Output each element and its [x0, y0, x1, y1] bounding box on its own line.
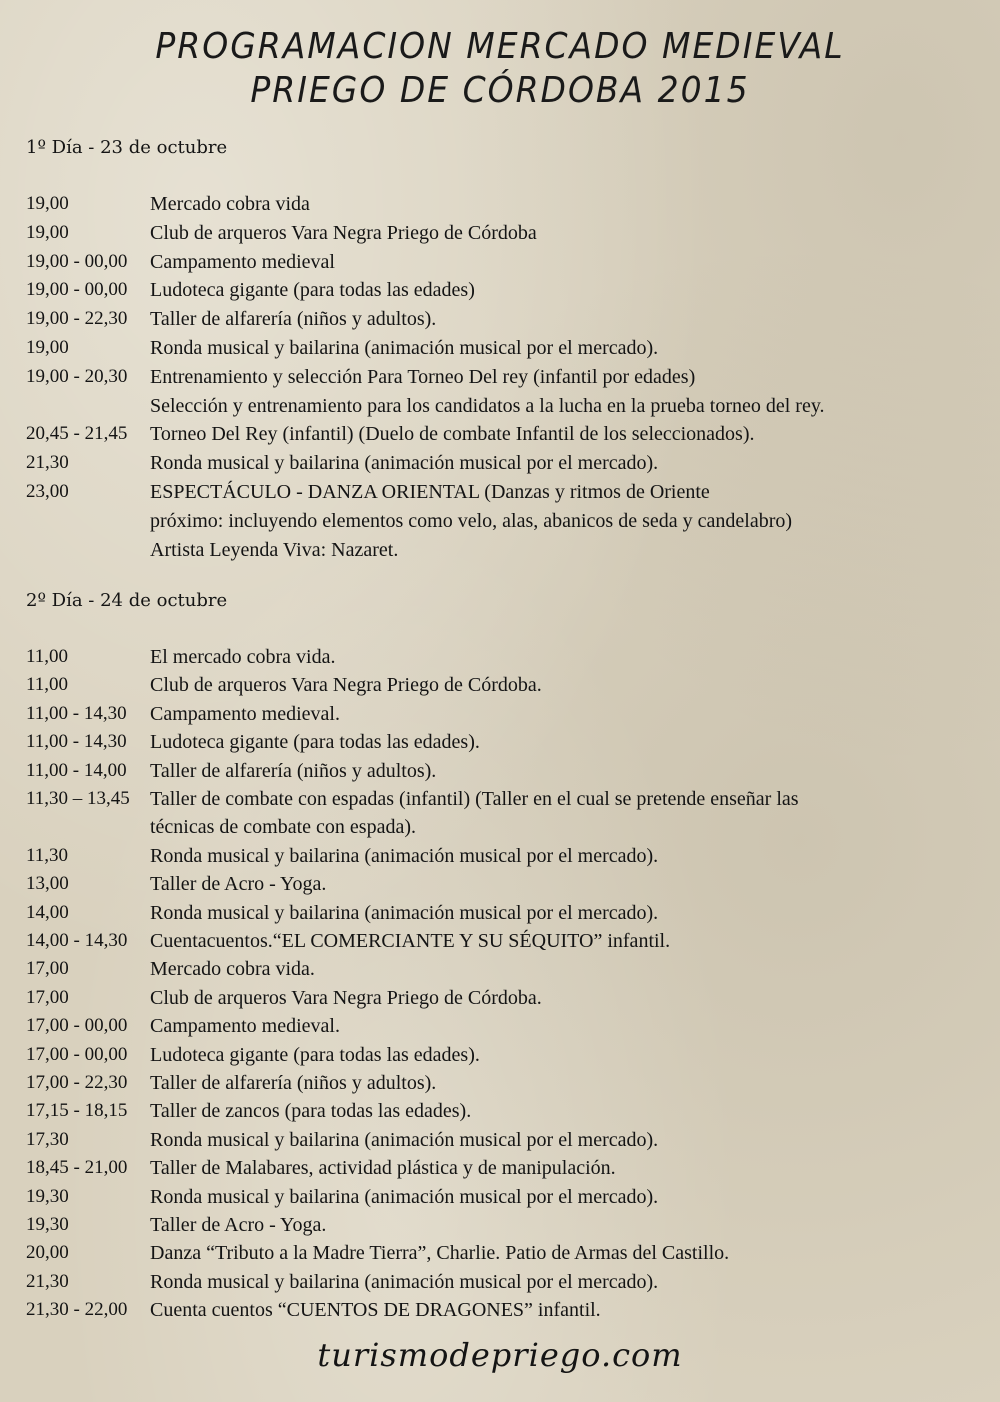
schedule-time: 19,00	[26, 337, 69, 358]
schedule-time: 20,00	[26, 1242, 69, 1264]
schedule-activity: Club de arqueros Vara Negra Priego de Córdoba	[150, 221, 537, 244]
schedule-time: 19,00 - 00,00	[26, 250, 128, 272]
schedule-time: 21,30	[26, 452, 69, 474]
schedule-row	[26, 643, 335, 671]
schedule-activity-continued: técnicas de combate con espada).	[150, 816, 416, 839]
schedule-time: 11,00	[26, 674, 69, 696]
schedule-row	[26, 984, 542, 1012]
schedule-row	[26, 1239, 729, 1267]
schedule-time: 11,00 - 14,30	[26, 731, 127, 753]
schedule-activity: Ludoteca gigante (para todas las edades).	[150, 1043, 480, 1066]
schedule-row	[26, 248, 335, 276]
schedule-activity: El mercado cobra vida.	[150, 646, 336, 668]
schedule-time: 19,00	[26, 193, 69, 214]
schedule-row	[26, 927, 670, 955]
schedule-time: 19,00 - 00,00	[26, 279, 128, 301]
schedule-row	[26, 700, 340, 728]
schedule-time: 11,00	[26, 646, 69, 667]
schedule-time: 13,00	[26, 873, 69, 895]
schedule-time: 21,30 - 22,00	[26, 1299, 128, 1321]
schedule-time: 11,00 - 14,00	[26, 759, 127, 781]
schedule-time: 17,00 - 22,30	[26, 1072, 128, 1093]
schedule-activity: Cuentacuentos.“EL COMERCIANTE Y SU SÉQUITO” infantil.	[150, 930, 671, 952]
schedule-activity: Entrenamiento y selección Para Torneo Del rey (infantil por edades)	[150, 365, 696, 388]
schedule-row	[26, 671, 542, 699]
schedule-time: 23,00	[26, 481, 69, 502]
schedule-activity: Taller de Malabares, actividad plástica y de manipulación.	[150, 1157, 616, 1180]
schedule-activity: Ronda musical y bailarina (animación musical por el mercado).	[150, 1128, 659, 1151]
schedule-row	[26, 1126, 658, 1154]
schedule-row	[26, 728, 480, 756]
schedule-row	[26, 785, 799, 813]
schedule-row	[26, 955, 315, 983]
schedule-activity: Taller de zancos (para todas las edades).	[150, 1100, 472, 1123]
schedule-activity: Campamento medieval.	[150, 1015, 340, 1038]
schedule-time: 11,30	[26, 844, 69, 866]
schedule-activity: Ronda musical y bailarina (animación musical por el mercado).	[150, 901, 659, 924]
schedule-activity: Taller de Acro - Yoga.	[150, 873, 327, 896]
schedule-activity-continued: próximo: incluyendo elementos como velo, alas, abanicos de seda y candelabro)	[150, 509, 793, 532]
schedule-activity: Club de arqueros Vara Negra Priego de Córdoba.	[150, 674, 542, 697]
schedule-row	[26, 1041, 480, 1069]
day-2-heading: 2º Día - 24 de octubre	[26, 590, 228, 611]
schedule-time: 17,00 - 00,00	[26, 1043, 128, 1065]
title-line-1: PROGRAMACION MERCADO MEDIEVAL	[155, 24, 845, 67]
schedule-activity: Campamento medieval.	[150, 702, 340, 725]
schedule-time: 11,30 – 13,45	[26, 788, 130, 809]
schedule-time: 17,15 - 18,15	[26, 1100, 128, 1122]
schedule-activity: Taller de combate con espadas (infantil) (Taller en el cual se pretende enseñar las	[150, 788, 799, 810]
title-line-2: PRIEGO DE CÓRDOBA 2015	[250, 68, 750, 111]
schedule-time: 17,30	[26, 1128, 69, 1150]
schedule-time: 11,00 - 14,30	[26, 702, 127, 724]
schedule-activity: Ronda musical y bailarina (animación musical por el mercado).	[150, 844, 659, 867]
schedule-row	[26, 1154, 616, 1182]
schedule-row	[26, 1296, 601, 1324]
schedule-activity: Cuenta cuentos “CUENTOS DE DRAGONES” infantil.	[150, 1299, 601, 1322]
schedule-row	[26, 334, 658, 362]
schedule-activity-continued: Artista Leyenda Viva: Nazaret.	[150, 538, 399, 561]
schedule-time: 17,00	[26, 986, 69, 1008]
schedule-activity-continued: Selección y entrenamiento para los candidatos a la lucha en la prueba torneo del rey.	[150, 394, 825, 417]
day-1-heading: 1º Día - 23 de octubre	[26, 137, 228, 158]
schedule-activity: Club de arqueros Vara Negra Priego de Córdoba.	[150, 986, 542, 1009]
schedule-row	[26, 276, 475, 304]
schedule-time: 14,00 - 14,30	[26, 930, 128, 951]
schedule-time: 20,45 - 21,45	[26, 423, 128, 445]
schedule-row	[26, 219, 537, 247]
schedule-row	[26, 305, 436, 333]
schedule-time: 19,00 - 22,30	[26, 308, 128, 330]
schedule-row	[26, 1012, 340, 1040]
schedule-activity: Campamento medieval	[150, 250, 335, 273]
schedule-activity: Torneo Del Rey (infantil) (Duelo de combate Infantil de los seleccionados).	[150, 423, 755, 446]
schedule-activity: ESPECTÁCULO - DANZA ORIENTAL (Danzas y ritmos de Oriente	[150, 481, 710, 503]
schedule-activity: Ronda musical y bailarina (animación musical por el mercado).	[150, 452, 659, 475]
schedule-row	[26, 420, 755, 448]
schedule-activity: Danza “Tributo a la Madre Tierra”, Charlie. Patio de Armas del Castillo.	[150, 1242, 730, 1265]
schedule-activity: Ludoteca gigante (para todas las edades)	[150, 279, 475, 302]
schedule-row	[26, 1211, 326, 1239]
schedule-row	[26, 363, 695, 391]
schedule-row	[26, 899, 658, 927]
schedule-row	[26, 757, 436, 785]
schedule-activity: Taller de Acro - Yoga.	[150, 1214, 327, 1236]
schedule-activity: Ronda musical y bailarina (animación musical por el mercado).	[150, 1270, 659, 1293]
schedule-row	[26, 1069, 436, 1097]
schedule-time: 19,30	[26, 1185, 69, 1207]
schedule-activity: Ronda musical y bailarina (animación musical por el mercado).	[150, 1185, 659, 1208]
schedule-activity: Mercado cobra vida.	[150, 958, 315, 981]
schedule-row	[26, 478, 710, 506]
schedule-time: 19,00	[26, 221, 69, 243]
schedule-row	[26, 1268, 658, 1296]
schedule-activity: Mercado cobra vida	[150, 193, 310, 215]
schedule-time: 18,45 - 21,00	[26, 1157, 128, 1179]
schedule-time: 21,30	[26, 1270, 69, 1292]
schedule-time: 17,00 - 00,00	[26, 1015, 128, 1037]
schedule-row	[26, 190, 310, 218]
schedule-activity: Ronda musical y bailarina (animación musical por el mercado).	[150, 337, 659, 359]
schedule-activity: Taller de alfarería (niños y adultos).	[150, 759, 437, 782]
schedule-activity: Taller de alfarería (niños y adultos).	[150, 1072, 437, 1094]
schedule-row	[26, 842, 658, 870]
schedule-row	[26, 1097, 471, 1125]
schedule-time: 17,00	[26, 958, 69, 980]
schedule-time: 14,00	[26, 901, 69, 923]
schedule-activity: Ludoteca gigante (para todas las edades).	[150, 731, 480, 754]
schedule-row	[26, 1183, 658, 1211]
schedule-time: 19,00 - 20,30	[26, 365, 128, 387]
schedule-time: 19,30	[26, 1214, 69, 1235]
schedule-row	[26, 870, 326, 898]
website-footer: turismodepriego.com	[317, 1336, 683, 1374]
schedule-row	[26, 449, 658, 477]
schedule-activity: Taller de alfarería (niños y adultos).	[150, 308, 437, 331]
